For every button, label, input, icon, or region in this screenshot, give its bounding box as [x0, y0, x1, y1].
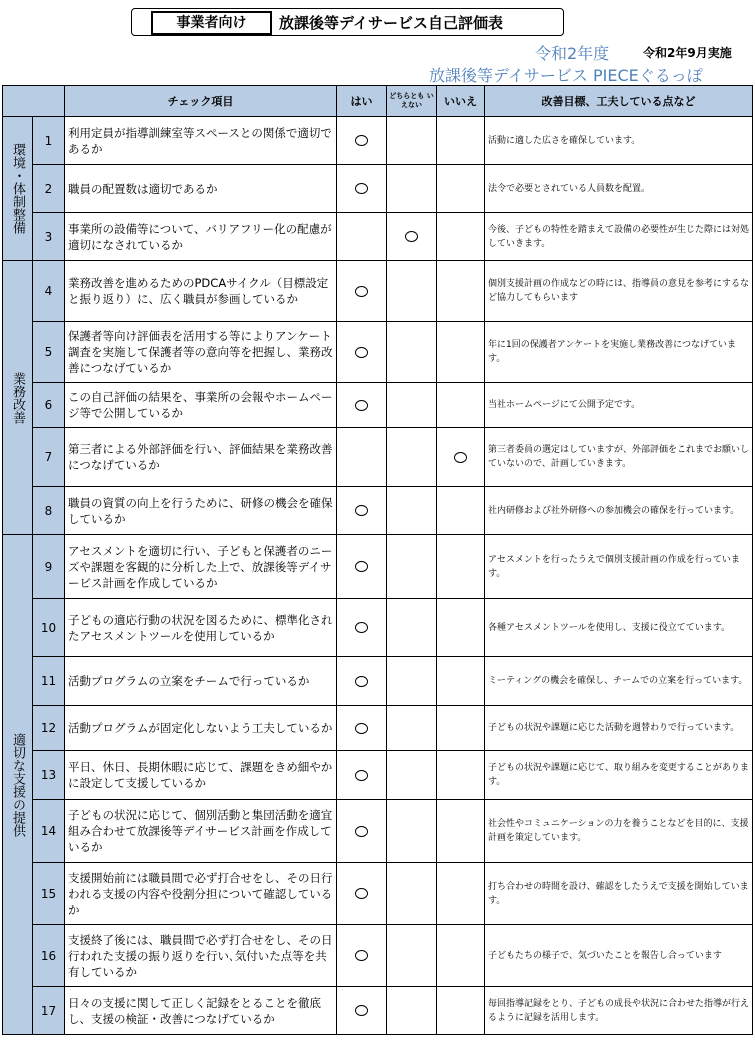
improvement-note: 子どもの状況や課題に応じて、取り組みを変更することがあります。	[485, 751, 753, 800]
check-item-text: 職員の資質の向上を行うために、研修の機会を確保しているか	[65, 487, 337, 535]
table-row	[3, 706, 753, 751]
answer-no-cell	[437, 535, 485, 599]
category-label: 適切な支援の提供	[3, 535, 33, 1035]
answer-yes-cell	[337, 706, 387, 751]
category-label: 環境・体制整備	[3, 117, 33, 261]
circle-mark-icon	[355, 286, 368, 297]
table-row	[3, 751, 753, 800]
answer-no-cell	[437, 487, 485, 535]
row-number: 1	[33, 117, 65, 165]
implementation-date: 令和2年9月実施	[643, 46, 732, 60]
answer-no-cell	[437, 925, 485, 987]
table-row	[3, 383, 753, 428]
answer-no-cell	[437, 213, 485, 261]
facility-name: 放課後等デイサービス PIECEぐるっぽ	[429, 66, 703, 85]
check-item-text: 子どもの状況に応じて、個別活動と集団活動を適宜組み合わせて放課後等デイサービス計画を作成しているか	[65, 800, 337, 863]
answer-neither-cell	[387, 751, 437, 800]
table-body	[3, 117, 753, 1035]
table-row	[3, 487, 753, 535]
circle-mark-icon	[355, 826, 368, 837]
col-header-neither: どちらとも いえない	[387, 86, 437, 117]
improvement-note: 子どもたちの様子で、気づいたことを報告し合っています	[485, 925, 753, 987]
answer-no-cell	[437, 117, 485, 165]
check-item-text: 子どもの適応行動の状況を図るために、標準化されたアセスメントツールを使用しているか	[65, 599, 337, 657]
circle-mark-icon	[355, 561, 368, 572]
table-row	[3, 863, 753, 925]
check-item-text: 業務改善を進めるためのPDCAサイクル（目標設定と振り返り）に、広く職員が参画しているか	[65, 261, 337, 322]
check-item-text: 職員の配置数は適切であるか	[65, 165, 337, 213]
circle-mark-icon	[355, 888, 368, 899]
check-item-text: 支援開始前には職員間で必ず打合せをし、その日行われる支援の内容や役割分担について確認しているか	[65, 863, 337, 925]
table-row	[3, 117, 753, 165]
answer-yes-cell	[337, 117, 387, 165]
circle-mark-icon	[355, 505, 368, 516]
answer-neither-cell	[387, 165, 437, 213]
row-number: 11	[33, 657, 65, 706]
improvement-note: 各種アセスメントツールを使用し、支援に役立てています。	[485, 599, 753, 657]
answer-neither-cell	[387, 599, 437, 657]
corner-cell	[3, 86, 65, 117]
circle-mark-icon	[355, 622, 368, 633]
answer-yes-cell	[337, 535, 387, 599]
answer-yes-cell	[337, 863, 387, 925]
row-number: 17	[33, 987, 65, 1035]
answer-no-cell	[437, 706, 485, 751]
row-number: 10	[33, 599, 65, 657]
answer-no-cell	[437, 863, 485, 925]
category-label: 業務改善	[3, 261, 33, 535]
answer-yes-cell	[337, 383, 387, 428]
row-number: 5	[33, 322, 65, 383]
answer-yes-cell	[337, 599, 387, 657]
col-header-note: 改善目標、工夫している点など	[485, 86, 753, 117]
circle-mark-icon	[355, 347, 368, 358]
improvement-note: アセスメントを行ったうえで個別支援計画の作成を行っています。	[485, 535, 753, 599]
improvement-note: 第三者委員の選定はしていますが、外部評価をこれまでお願いしていないので、計画していきます。	[485, 428, 753, 487]
answer-yes-cell	[337, 751, 387, 800]
circle-mark-icon	[355, 770, 368, 781]
circle-mark-icon	[355, 183, 368, 194]
row-number: 4	[33, 261, 65, 322]
check-item-text: アセスメントを適切に行い、子どもと保護者のニーズや課題を客観的に分析した上で、放課後等デイサービス計画を作成しているか	[65, 535, 337, 599]
answer-neither-cell	[387, 322, 437, 383]
answer-yes-cell	[337, 213, 387, 261]
answer-no-cell	[437, 657, 485, 706]
page-title: 放課後等デイサービス自己評価表	[279, 14, 503, 32]
row-number: 16	[33, 925, 65, 987]
evaluation-table	[2, 85, 753, 1035]
table-row	[3, 987, 753, 1035]
answer-no-cell	[437, 165, 485, 213]
answer-neither-cell	[387, 383, 437, 428]
answer-neither-cell	[387, 213, 437, 261]
circle-mark-icon	[355, 135, 368, 146]
improvement-note: 個別支援計画の作成などの時には、指導員の意見を参考にするなど協力してもらいます	[485, 261, 753, 322]
check-item-text: 事業所の設備等について、バリアフリー化の配慮が適切になされているか	[65, 213, 337, 261]
answer-yes-cell	[337, 925, 387, 987]
table-row	[3, 165, 753, 213]
answer-no-cell	[437, 987, 485, 1035]
answer-neither-cell	[387, 428, 437, 487]
table-row	[3, 599, 753, 657]
table-row	[3, 428, 753, 487]
improvement-note: 社会性やコミュニケーションの力を養うことなどを目的に、支援計画を策定しています。	[485, 800, 753, 863]
improvement-note: 毎回指導記録をとり、子どもの成長や状況に合わせた指導が行えるように記録を活用します。	[485, 987, 753, 1035]
answer-neither-cell	[387, 706, 437, 751]
answer-no-cell	[437, 261, 485, 322]
check-item-text: 第三者による外部評価を行い、評価結果を業務改善につなげているか	[65, 428, 337, 487]
table-row	[3, 800, 753, 863]
check-item-text: 日々の支援に関して正しく記録をとることを徹底し、支援の検証・改善につなげているか	[65, 987, 337, 1035]
check-item-text: 平日、休日、長期休暇に応じて、課題をきめ細やかに設定して支援しているか	[65, 751, 337, 800]
table-row	[3, 213, 753, 261]
answer-neither-cell	[387, 863, 437, 925]
improvement-note: 法令で必要とされている人員数を配置。	[485, 165, 753, 213]
answer-yes-cell	[337, 165, 387, 213]
improvement-note: 今後、子どもの特性を踏まえて設備の必要性が生じた際には対処していきます。	[485, 213, 753, 261]
table-row	[3, 925, 753, 987]
circle-mark-icon	[405, 231, 418, 242]
answer-neither-cell	[387, 925, 437, 987]
row-number: 7	[33, 428, 65, 487]
row-number: 2	[33, 165, 65, 213]
answer-no-cell	[437, 800, 485, 863]
answer-no-cell	[437, 383, 485, 428]
answer-no-cell	[437, 599, 485, 657]
row-number: 15	[33, 863, 65, 925]
check-item-text: 保護者等向け評価表を活用する等によりアンケート調査を実施して保護者等の意向等を把握し、業務改善につなげているか	[65, 322, 337, 383]
answer-no-cell	[437, 428, 485, 487]
check-item-text: 活動プログラムが固定化しないよう工夫しているか	[65, 706, 337, 751]
col-header-yes: はい	[337, 86, 387, 117]
circle-mark-icon	[355, 400, 368, 411]
table-header-row	[3, 86, 753, 117]
answer-neither-cell	[387, 261, 437, 322]
improvement-note: ミーティングの機会を確保し、チームでの立案を行っています。	[485, 657, 753, 706]
answer-neither-cell	[387, 657, 437, 706]
answer-neither-cell	[387, 487, 437, 535]
improvement-note: 子どもの状況や課題に応じた活動を週替わりで行っています。	[485, 706, 753, 751]
improvement-note: 活動に適した広さを確保しています。	[485, 117, 753, 165]
answer-yes-cell	[337, 322, 387, 383]
col-header-item: チェック項目	[65, 86, 337, 117]
row-number: 9	[33, 535, 65, 599]
improvement-note: 当社ホームページにて公開予定です。	[485, 383, 753, 428]
answer-neither-cell	[387, 117, 437, 165]
circle-mark-icon	[355, 723, 368, 734]
improvement-note: 社内研修および社外研修への参加機会の確保を行っています。	[485, 487, 753, 535]
col-header-no: いいえ	[437, 86, 485, 117]
check-item-text: 利用定員が指導訓練室等スペースとの関係で適切であるか	[65, 117, 337, 165]
row-number: 8	[33, 487, 65, 535]
row-number: 12	[33, 706, 65, 751]
row-number: 3	[33, 213, 65, 261]
answer-yes-cell	[337, 800, 387, 863]
answer-yes-cell	[337, 261, 387, 322]
check-item-text: 活動プログラムの立案をチームで行っているか	[65, 657, 337, 706]
circle-mark-icon	[355, 676, 368, 687]
audience-tag: 事業者向け	[151, 11, 272, 35]
table-row	[3, 535, 753, 599]
improvement-note: 年に1回の保護者アンケートを実施し業務改善につなげています。	[485, 322, 753, 383]
improvement-note: 打ち合わせの時間を設け、確認をしたうえで支援を開始しています。	[485, 863, 753, 925]
answer-no-cell	[437, 751, 485, 800]
table-row	[3, 261, 753, 322]
answer-no-cell	[437, 322, 485, 383]
circle-mark-icon	[454, 452, 467, 463]
fiscal-year: 令和2年度	[535, 44, 610, 63]
answer-neither-cell	[387, 987, 437, 1035]
check-item-text: この自己評価の結果を、事業所の会報やホームページ等で公開しているか	[65, 383, 337, 428]
row-number: 13	[33, 751, 65, 800]
row-number: 6	[33, 383, 65, 428]
table-row	[3, 322, 753, 383]
table-row	[3, 657, 753, 706]
answer-neither-cell	[387, 535, 437, 599]
circle-mark-icon	[355, 1005, 368, 1016]
row-number: 14	[33, 800, 65, 863]
answer-neither-cell	[387, 800, 437, 863]
answer-yes-cell	[337, 657, 387, 706]
answer-yes-cell	[337, 487, 387, 535]
answer-yes-cell	[337, 428, 387, 487]
check-item-text: 支援終了後には、職員間で必ず打合せをし、その日行われた支援の振り返りを行い､気付いた点等を共有しているか	[65, 925, 337, 987]
circle-mark-icon	[355, 950, 368, 961]
answer-yes-cell	[337, 987, 387, 1035]
